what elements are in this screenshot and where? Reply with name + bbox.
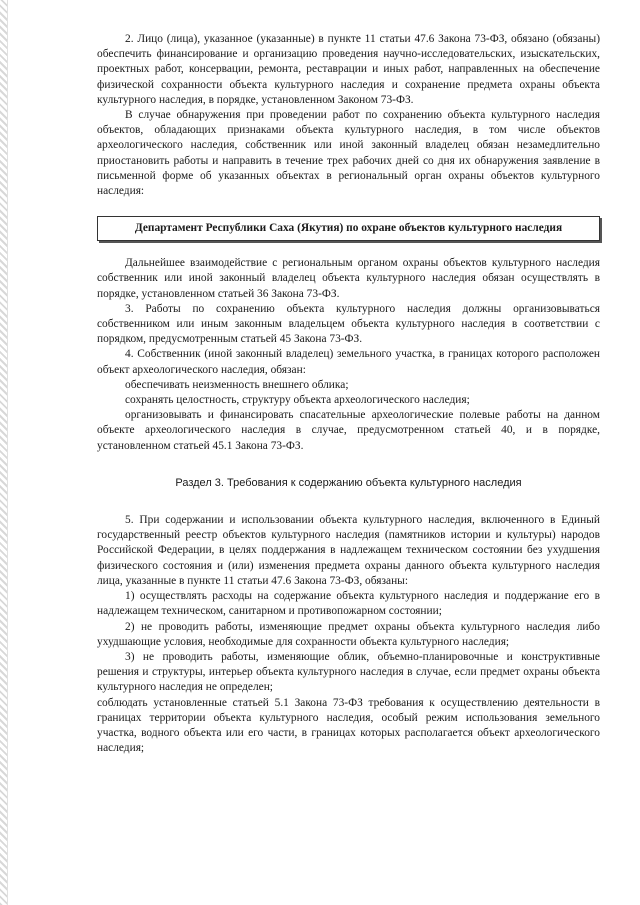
list-item: 3) не проводить работы, изменяющие облик, объемно-планировочные и конструктивные решения и структуры, интерьер объекта культурного наследия в случае, если предмет охраны объекта культурного наследия не определен; xyxy=(97,650,600,694)
department-box: Департамент Республики Саха (Якутия) по охране объектов культурного наследия xyxy=(97,216,600,241)
section-title: Раздел 3. Требования к содержанию объекта культурного наследия xyxy=(175,476,522,489)
paragraph-discovery: В случае обнаружения при проведении работ по сохранению объекта культурного наследия объектов, обладающих признаками объекта культурного наследия, в том числе объектов археологического наследия, собственник или иной законный владелец обязан незамедлительно приостановить работы и направить в течение трех рабочих дней со дня их обнаружения заявление в письменной форме об указанных объектах в региональный орган охраны объектов культурного наследия: xyxy=(97,109,600,198)
paragraph-2: 2. Лицо (лица), указанное (указанные) в пункте 11 статьи 47.6 Закона 73-ФЗ, обязано (обязаны) обеспечить финансирование и организацию проведения научно-исследовательских, изыскательских, проектных работ, консервации, ремонта, реставрации и иных работ, направленных на обеспечение физической сохранности объекта культурного наследия и сохранение предмета охраны объекта культурного наследия, в порядке, установленном Законом 73-ФЗ. xyxy=(97,33,600,106)
paragraph-last: соблюдать установленные статьей 5.1 Закона 73-ФЗ требования к осуществлению деятельности в границах территории объекта культурного наследия, особый режим использования земельного участка, водного объекта или его части, в границах которых располагается объект археологического наследия; xyxy=(97,696,600,755)
paragraph-4: 4. Собственник (иной законный владелец) земельного участка, в границах которого расположен объект археологического наследия, обязан: xyxy=(97,348,600,376)
document-body xyxy=(97,32,600,756)
paragraph-interaction: Дальнейшее взаимодействие с региональным органом охраны объектов культурного наследия собственник или иной законный владелец объекта культурного наследия обязан осуществлять в порядке, установленном статьей 36 Закона 73-ФЗ. xyxy=(97,257,600,300)
list-item: обеспечивать неизменность внешнего облика; xyxy=(125,378,349,391)
list-item: 1) осуществлять расходы на содержание объекта культурного наследия и поддержание его в надлежащем техническом, санитарном и противопожарном состоянии; xyxy=(97,590,600,618)
paragraph-3: 3. Работы по сохранению объекта культурного наследия должны организовываться собственником или иным законным владельцем объекта культурного наследия в соответствии с порядком, предусмотренным статьей 45 Закона 73-ФЗ. xyxy=(97,302,600,346)
list-item: 2) не проводить работы, изменяющие предмет охраны объекта культурного наследия либо ухудшающие условия, необходимые для сохранности объекта культурного наследия; xyxy=(97,620,600,648)
list-item: сохранять целостность, структуру объекта археологического наследия; xyxy=(125,394,470,407)
scan-page-edge xyxy=(0,0,8,905)
list-item: организовывать и финансировать спасательные археологические полевые работы на данном объекте археологического наследия в случае, предусмотренном статьей 40, и в порядке, установленном статьей 45.1 Закона 73-ФЗ. xyxy=(97,409,600,452)
paragraph-5: 5. При содержании и использовании объекта культурного наследия, включенного в Единый государственный реестр объектов культурного наследия (памятников истории и культуры) народов Российской Федерации, в целях поддержания в надлежащем техническом состоянии без ухудшения физического состояния и (или) изменения предмета охраны данного объекта культурного наследия лица, указанные в пункте 11 статьи 47.6 Закона 73-ФЗ, обязаны: xyxy=(97,514,600,587)
